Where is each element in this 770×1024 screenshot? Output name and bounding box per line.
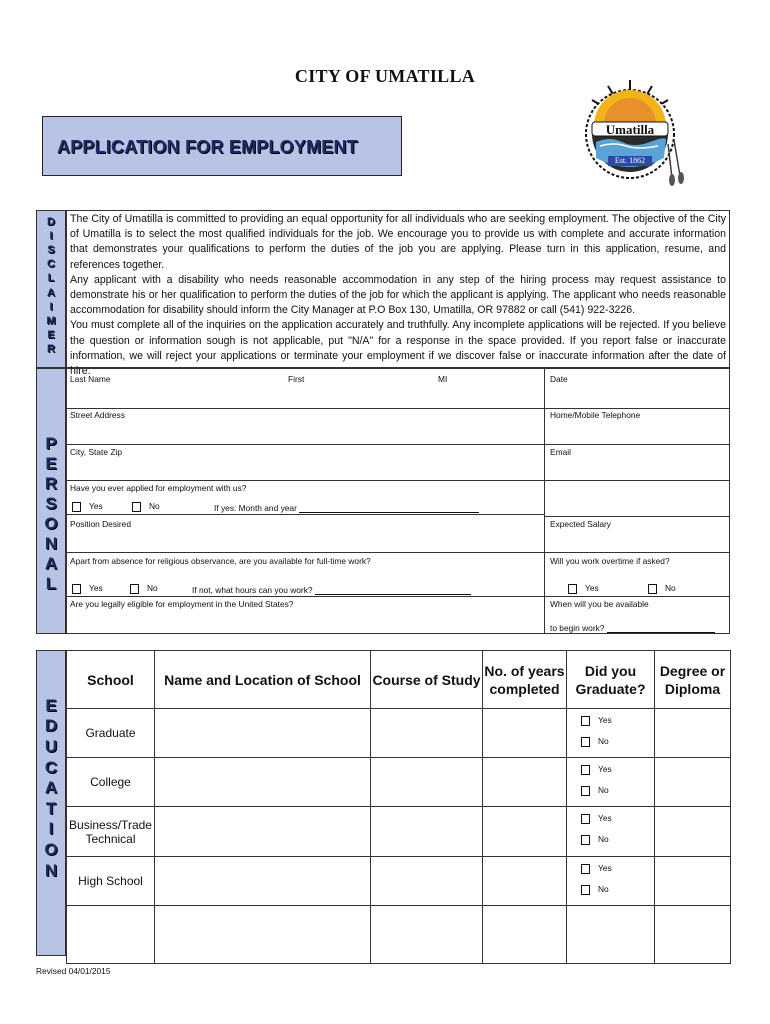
side-letter: L <box>47 272 55 285</box>
position-input[interactable] <box>66 530 542 550</box>
option-label: No <box>149 501 160 511</box>
personal-side-label <box>36 368 66 634</box>
side-letter: O <box>44 839 58 859</box>
years-input[interactable] <box>483 857 567 906</box>
table-row <box>67 758 731 807</box>
degree-input[interactable] <box>655 906 731 964</box>
graduated-no-option[interactable] <box>581 834 654 855</box>
begin-work-field[interactable] <box>550 623 715 633</box>
school-type-cell: High School <box>67 857 155 906</box>
table-row <box>67 857 731 906</box>
course-input[interactable] <box>371 758 483 807</box>
degree-input[interactable] <box>655 758 731 807</box>
checkbox[interactable] <box>581 814 590 824</box>
option-label: Yes <box>598 813 612 823</box>
option-label: No <box>598 736 609 746</box>
applied-before-question: Have you ever applied for employment with us? <box>70 483 247 493</box>
availability-question: When will you be available <box>550 599 649 609</box>
name-location-input[interactable] <box>155 807 371 857</box>
side-letter: U <box>44 736 58 756</box>
name-location-input[interactable] <box>155 709 371 758</box>
side-letter: C <box>47 258 55 271</box>
date-input[interactable] <box>546 386 728 406</box>
years-input[interactable] <box>483 807 567 857</box>
fulltime-yes-option[interactable] <box>72 583 103 594</box>
degree-input[interactable] <box>655 857 731 906</box>
disclaimer-paragraph: Any applicant with a disability who needs reasonable accommodation in any step of the hiring process may request assistance to demonstrate his or her qualification to perform the duties of the job for which the applicant is applying. The applicant who needs reasonable accommodation for disability should inform the City Manager at P.O Box 130, Umatilla, OR 97882 or call (541) 922-3226. <box>70 273 726 317</box>
checkbox[interactable] <box>72 584 81 594</box>
fulltime-no-option[interactable] <box>130 583 158 594</box>
city-state-zip-label: City, State Zip <box>70 447 122 457</box>
disclaimer-text <box>70 212 726 379</box>
checkbox[interactable] <box>72 502 81 512</box>
checkbox[interactable] <box>581 765 590 775</box>
graduated-no-option[interactable] <box>581 884 654 905</box>
checkbox[interactable] <box>130 584 139 594</box>
degree-input[interactable] <box>655 807 731 857</box>
option-label: Yes <box>585 583 599 593</box>
course-header: Course of Study <box>371 651 483 709</box>
education-header-row <box>67 651 731 709</box>
side-letter: O <box>44 513 58 533</box>
graduate-header: Did you Graduate? <box>567 651 655 709</box>
option-label: No <box>598 785 609 795</box>
telephone-label: Home/Mobile Telephone <box>550 410 641 420</box>
option-label: No <box>147 583 158 593</box>
years-header: No. of years completed <box>483 651 567 709</box>
side-letter: P <box>45 433 57 453</box>
side-letter: A <box>44 553 58 573</box>
disclaimer-paragraph: The City of Umatilla is committed to providing an equal opportunity for all individuals who are seeking employment. The objective of the City of Umatilla is to select the most qualified individuals for the job. We encourage you to provide us with complete and accurate information that demonstrates your qualifications to perform the duties of the job you are applying. Please turn in this application, resume, and references together. <box>70 213 726 271</box>
side-letter: A <box>47 286 55 299</box>
course-input[interactable] <box>371 906 483 964</box>
course-input[interactable] <box>371 807 483 857</box>
side-letter: M <box>46 314 56 327</box>
graduated-no-option[interactable] <box>581 785 654 806</box>
graduated-yes-option[interactable] <box>581 715 654 736</box>
overtime-yes-option[interactable] <box>568 583 599 594</box>
last-name-label: Last Name <box>70 374 111 384</box>
checkbox[interactable] <box>568 584 577 594</box>
overtime-question: Will you work overtime if asked? <box>550 556 670 566</box>
years-input[interactable] <box>483 906 567 964</box>
graduated-input[interactable] <box>567 906 655 964</box>
applied-yes-option[interactable] <box>72 501 103 512</box>
side-letter: L <box>45 573 57 593</box>
checkbox[interactable] <box>132 502 141 512</box>
graduated-yes-option[interactable] <box>581 813 654 834</box>
side-letter: R <box>47 343 55 356</box>
name-location-input[interactable] <box>155 906 371 964</box>
if-not-label: If not, what hours can you work? <box>192 585 313 595</box>
city-title: CITY OF UMATILLA <box>294 66 476 86</box>
street-address-label: Street Address <box>70 410 125 420</box>
option-label: Yes <box>89 501 103 511</box>
checkbox[interactable] <box>581 885 590 895</box>
table-row <box>67 906 731 964</box>
option-label: Yes <box>598 764 612 774</box>
option-label: Yes <box>598 715 612 725</box>
overtime-no-option[interactable] <box>648 583 676 594</box>
course-input[interactable] <box>371 857 483 906</box>
side-letter: I <box>48 819 54 839</box>
eligible-input[interactable] <box>66 610 542 632</box>
hours-field[interactable] <box>192 585 471 595</box>
eligible-question: Are you legally eligible for employment in the United States? <box>70 599 294 609</box>
side-letter: E <box>45 695 57 715</box>
side-letter: C <box>44 757 58 777</box>
revised-date: Revised 04/01/2015 <box>36 966 111 976</box>
option-label: Yes <box>89 583 103 593</box>
fulltime-question: Apart from absence for religious observance, are you available for full-time work? <box>70 556 371 566</box>
name-location-input[interactable] <box>155 857 371 906</box>
side-letter: E <box>47 329 55 342</box>
side-letter: T <box>45 798 57 818</box>
name-input[interactable] <box>66 386 542 406</box>
disclaimer-side-label <box>36 210 66 368</box>
checkbox[interactable] <box>581 716 590 726</box>
street-address-input[interactable] <box>66 422 542 442</box>
city-state-zip-input[interactable] <box>66 458 542 478</box>
graduated-yes-option[interactable] <box>581 863 654 884</box>
degree-input[interactable] <box>655 709 731 758</box>
side-letter: D <box>44 716 58 736</box>
form-title-banner <box>42 116 402 176</box>
mi-label: MI <box>438 374 448 384</box>
school-header: School <box>67 651 155 709</box>
table-row <box>67 807 731 857</box>
option-label: No <box>598 834 609 844</box>
side-letter: I <box>49 300 53 313</box>
checkbox[interactable] <box>581 864 590 874</box>
graduated-options <box>567 709 655 758</box>
expected-salary-label: Expected Salary <box>550 519 611 529</box>
side-letter: N <box>44 860 58 880</box>
checkbox[interactable] <box>581 786 590 796</box>
side-letter: R <box>44 473 58 493</box>
option-label: No <box>598 884 609 894</box>
name-location-header: Name and Location of School <box>155 651 371 709</box>
years-input[interactable] <box>483 709 567 758</box>
logo-est: Est. 1862 <box>614 156 646 165</box>
education-side-label <box>36 650 66 956</box>
education-table <box>66 650 731 964</box>
disclaimer-paragraph: You must complete all of the inquiries on the application accurately and truthfully. Any incomplete applications will be rejected. If you believe the question or information sough is not applicable, put "N/A" for a response in the space provided. If you report false or inaccurate information, we will reject your applications or terminate your employment if we discover false or inaccurate information after the date of hire. <box>70 319 726 378</box>
graduated-yes-option[interactable] <box>581 764 654 785</box>
city-logo <box>570 78 690 188</box>
checkbox[interactable] <box>648 584 657 594</box>
name-location-input[interactable] <box>155 758 371 807</box>
table-row <box>67 709 731 758</box>
school-type-cell: Graduate <box>67 709 155 758</box>
graduated-options <box>567 857 655 906</box>
salary-input[interactable] <box>546 530 728 550</box>
graduated-options <box>567 758 655 807</box>
option-label: Yes <box>598 863 612 873</box>
form-title: APPLICATION FOR EMPLOYMENT <box>57 137 358 157</box>
applied-no-option[interactable] <box>132 501 160 512</box>
email-label: Email <box>550 447 571 457</box>
logo-name: Umatilla <box>605 122 655 137</box>
telephone-input[interactable] <box>546 422 728 442</box>
school-type-cell[interactable] <box>67 906 155 964</box>
date-label: Date <box>550 374 568 384</box>
checkbox[interactable] <box>581 835 590 845</box>
side-letter: A <box>44 778 58 798</box>
school-type-cell: Business/Trade Technical <box>67 807 155 857</box>
side-letter: S <box>47 243 55 256</box>
applied-date-field[interactable] <box>214 503 479 513</box>
begin-work-label: to begin work? <box>550 623 605 633</box>
course-input[interactable] <box>371 709 483 758</box>
side-letter: I <box>49 229 53 242</box>
graduated-no-option[interactable] <box>581 736 654 757</box>
email-input[interactable] <box>546 458 728 478</box>
school-type-cell: College <box>67 758 155 807</box>
position-desired-label: Position Desired <box>70 519 131 529</box>
side-letter: D <box>47 215 55 228</box>
first-name-label: First <box>288 374 305 384</box>
side-letter: E <box>45 453 57 473</box>
if-yes-label: If yes: Month and year <box>214 503 297 513</box>
side-letter: N <box>44 533 58 553</box>
side-letter: S <box>45 493 57 513</box>
checkbox[interactable] <box>581 737 590 747</box>
years-input[interactable] <box>483 758 567 807</box>
graduated-options <box>567 807 655 857</box>
degree-header: Degree or Diploma <box>655 651 731 709</box>
option-label: No <box>665 583 676 593</box>
